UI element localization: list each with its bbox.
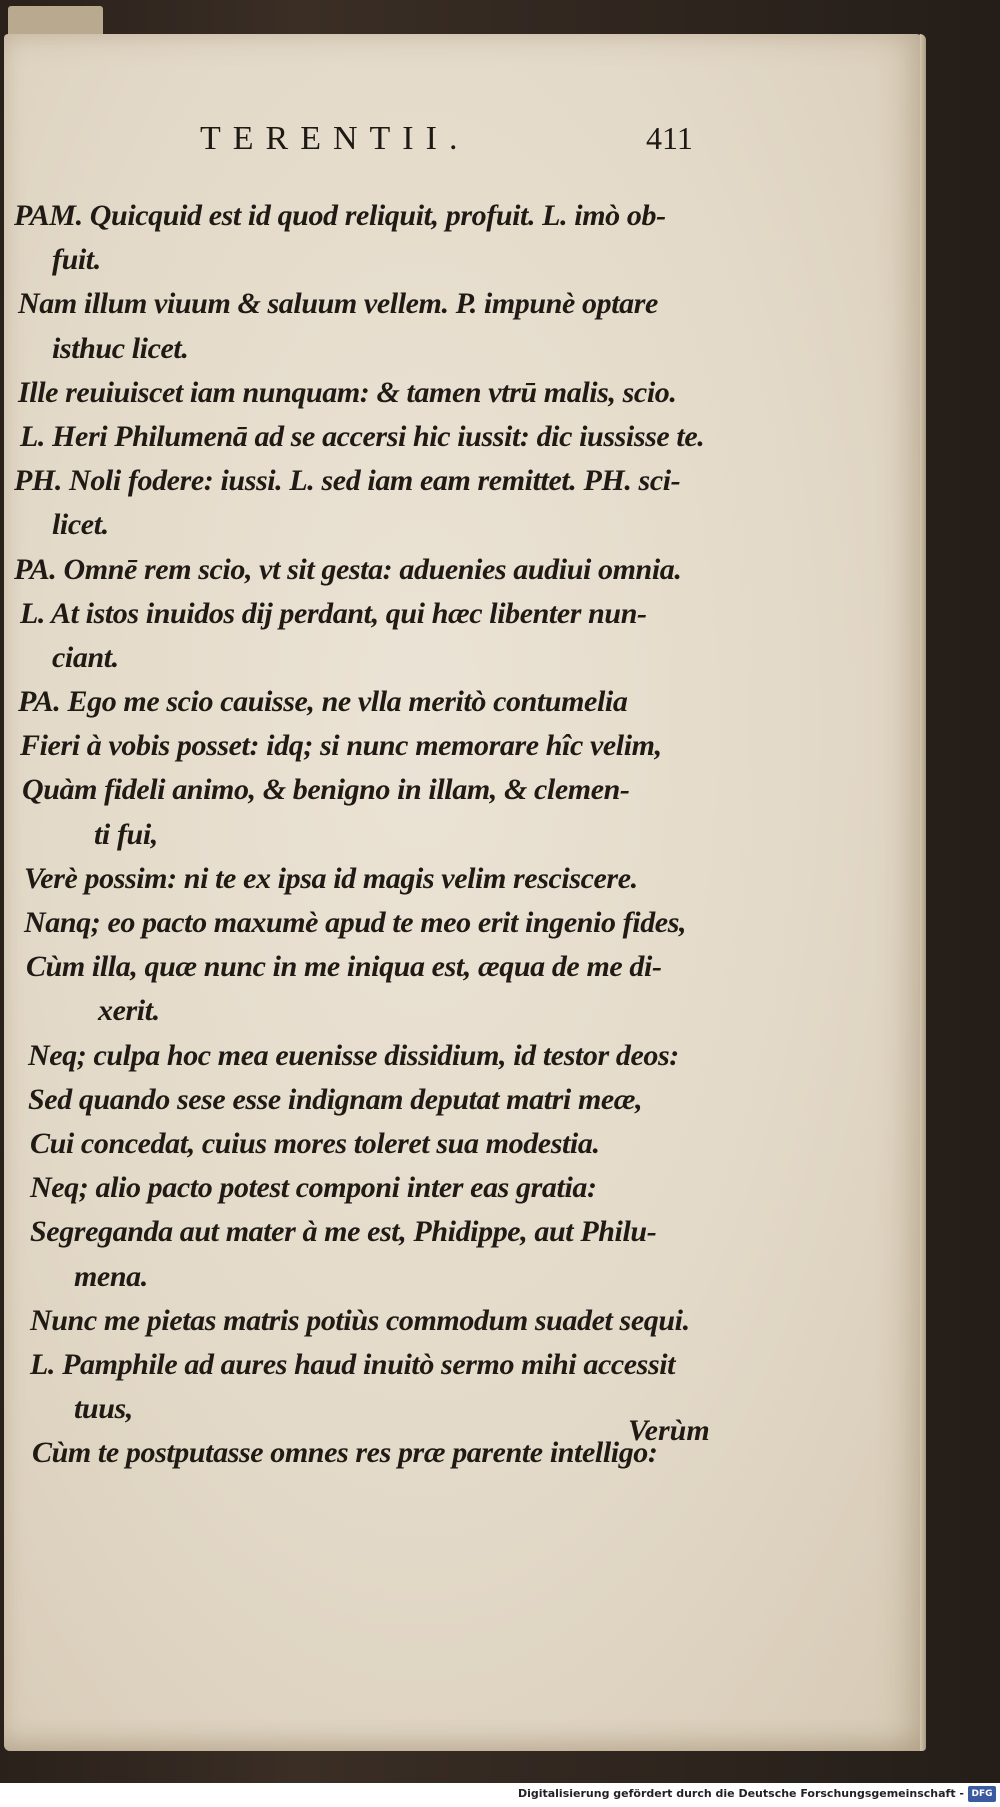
text-line: Nam illum viuum & saluum vellem. P. impunè optare xyxy=(18,287,658,321)
text-line: Fieri à vobis posset: idq; si nunc memorare hîc velim, xyxy=(20,729,662,763)
page-edge xyxy=(920,34,926,1751)
dfg-logo-icon: DFG xyxy=(968,1786,996,1802)
text-line: Cùm te postputasse omnes res præ parente intelligo: xyxy=(32,1436,658,1470)
catchword: Verùm xyxy=(628,1414,710,1447)
text-line: mena. xyxy=(74,1259,148,1293)
text-line: Neq; alio pacto potest componi inter eas gratia: xyxy=(30,1171,597,1205)
text-line: isthuc licet. xyxy=(52,331,189,365)
page-number: 411 xyxy=(646,120,693,156)
text-line: PH. Noli fodere: iussi. L. sed iam eam remittet. PH. sci- xyxy=(14,464,681,498)
text-line: xerit. xyxy=(98,994,160,1028)
footer-credit: Digitalisierung gefördert durch die Deutsche Forschungsgemeinschaft - xyxy=(517,1787,964,1800)
text-line: Neq; culpa hoc mea euenisse dissidium, id testor deos: xyxy=(28,1038,679,1072)
running-head xyxy=(4,120,926,170)
text-line: L. Heri Philumenā ad se accersi hic iussit: dic iussisse te. xyxy=(20,419,705,453)
text-line: Segreganda aut mater à me est, Phidippe, aut Philu- xyxy=(30,1215,657,1249)
text-line: Nanq; eo pacto maxumè apud te meo erit ingenio fides, xyxy=(24,906,687,939)
text-line: Cùm illa, quæ nunc in me iniqua est, æqua de me di- xyxy=(26,950,662,984)
text-line: Nunc me pietas matris potiùs commodum suadet sequi. xyxy=(30,1303,690,1337)
text-line: Quàm fideli animo, & benigno in illam, & clemen- xyxy=(22,773,630,807)
text-line: tuus, xyxy=(74,1392,133,1426)
text-line: Verè possim: ni te ex ipsa id magis velim resciscere. xyxy=(24,861,638,895)
text-line: Ille reuiuiscet iam nunquam: & tamen vtrū malis, scio. xyxy=(18,375,677,409)
book-page xyxy=(4,34,926,1751)
text-line: PAM. Quicquid est id quod reliquit, profuit. L. imò ob- xyxy=(14,199,666,232)
digitization-footer xyxy=(0,1783,1000,1807)
text-line: ciant. xyxy=(52,640,119,674)
running-title: TERENTII. xyxy=(200,120,470,157)
text-line: L. At istos inuidos dij perdant, qui hæc libenter nun- xyxy=(20,596,647,630)
verse-text-block xyxy=(4,194,764,1475)
text-line: licet. xyxy=(52,508,109,542)
text-line: fuit. xyxy=(52,243,101,277)
text-line: ti fui, xyxy=(94,817,158,851)
text-line: Sed quando sese esse indignam deputat matri meæ, xyxy=(28,1082,643,1116)
text-line: Cui concedat, cuius mores toleret sua modestia. xyxy=(30,1126,600,1160)
text-line: L. Pamphile ad aures haud inuitò sermo mihi accessit xyxy=(30,1347,676,1381)
text-line: PA. Ego me scio cauisse, ne vlla meritò contumelia xyxy=(18,685,628,719)
text-line: PA. Omnē rem scio, vt sit gesta: aduenies audiui omnia. xyxy=(14,552,682,586)
